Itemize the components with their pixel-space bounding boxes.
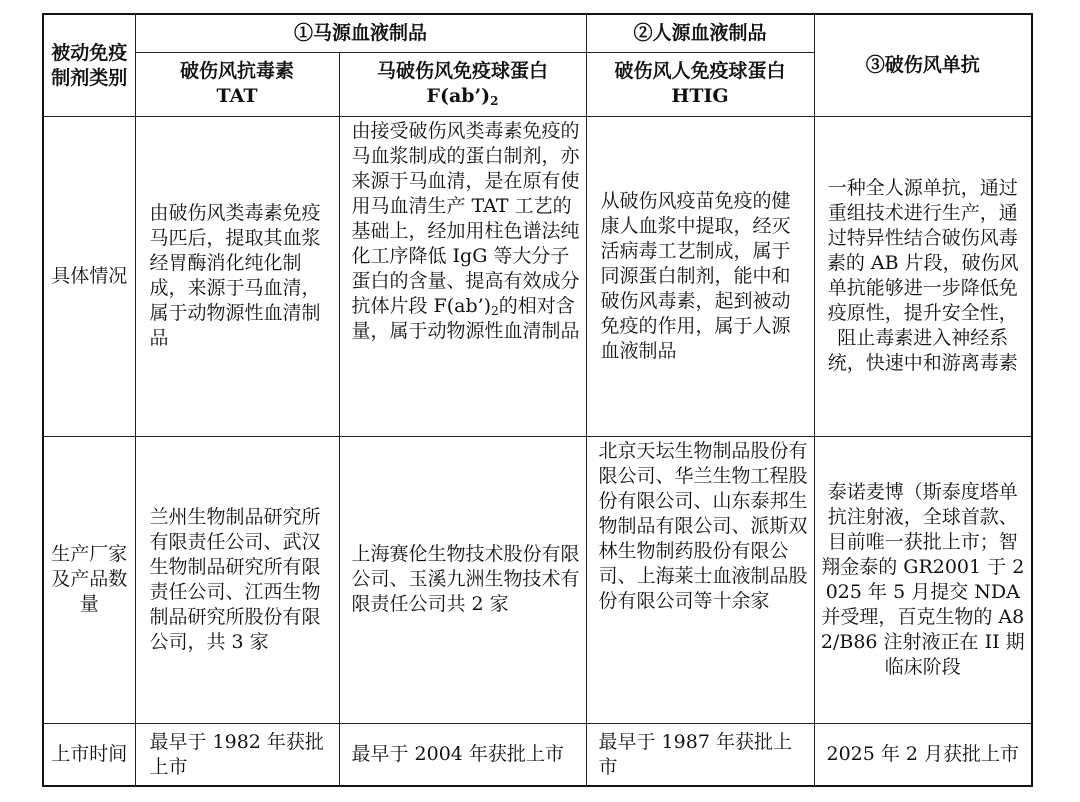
launch-mab: 2025 年 2 月获批上市 — [814, 724, 1032, 786]
category-header: 被动免疫制剂类别 — [43, 14, 135, 117]
details-htig: 从破伤风疫苗免疫的健康人血浆中提取，经灭活病毒工艺制成，属于同源蛋白制剂，能中和破伤风毒素，起到被动免疫的作用，属于人源血液制品 — [586, 117, 814, 437]
col-fab-header — [339, 52, 586, 116]
row-launch — [43, 724, 1032, 786]
col-tat-abbr: TAT — [216, 85, 258, 108]
col-fab-name: 马破伤风免疫球蛋白 — [377, 60, 549, 83]
row-launch-label: 上市时间 — [43, 724, 135, 786]
col-htig-abbr: HTIG — [671, 85, 729, 108]
details-fab-text-1: 由接受破伤风类毒素免疫的马血浆制成的蛋白制剂，亦来源于马血清，是在原有使用马血清生产 TAT 工艺的基础上，经加用柱色谱法纯化工序降低 IgG 等大分子蛋白的含量、提高有效成分抗体片段 F(ab’) — [351, 120, 580, 318]
group-human-header: ②人源血液制品 — [586, 14, 814, 52]
makers-fab: 上海赛伦生物技术股份有限公司、玉溪九洲生物技术有限责任公司共 2 家 — [339, 436, 586, 723]
header-row-groups — [43, 14, 1032, 52]
makers-tat: 兰州生物制品研究所有限责任公司、武汉生物制品研究所有限责任公司、江西生物制品研究所股份有限公司，共 3 家 — [135, 436, 339, 723]
table-wrapper — [42, 13, 1033, 787]
launch-tat: 最早于 1982 年获批上市 — [135, 724, 339, 786]
group-horse-header: ①马源血液制品 — [135, 14, 586, 52]
launch-htig: 最早于 1987 年获批上市 — [586, 724, 814, 786]
details-tat: 由破伤风类毒素免疫马匹后，提取其血浆经胃酶消化纯化制成，来源于马血清，属于动物源性血清制品 — [135, 117, 339, 437]
makers-mab: 泰诺麦博（斯泰度塔单抗注射液，全球首款、目前唯一获批上市；智翔金泰的 GR2001 于 2025 年 5 月提交 NDA 并受理，百克生物的 A82/B86 注射液正在 II 期临床阶段 — [814, 436, 1032, 723]
col-fab-abbr-main: F(ab’) — [426, 85, 491, 108]
row-makers-label: 生产厂家及产品数量 — [43, 436, 135, 723]
col-fab-abbr — [346, 84, 580, 109]
col-fab-abbr-sub: 2 — [490, 94, 499, 109]
col-htig-name: 破伤风人免疫球蛋白 — [614, 60, 786, 83]
launch-fab: 最早于 2004 年获批上市 — [339, 724, 586, 786]
details-fab-sub: 2 — [491, 304, 499, 319]
row-details-label: 具体情况 — [43, 117, 135, 437]
details-fab-text-2: 的相对含量，属于动物源性血清制品 — [351, 295, 580, 343]
col-tat-name: 破伤风抗毒素 — [179, 60, 294, 83]
col-tat-header — [135, 52, 339, 116]
group-mab-header: ③破伤风单抗 — [814, 14, 1032, 117]
makers-htig: 北京天坛生物制品股份有限公司、华兰生物工程股份有限公司、山东泰邦生物制品有限公司、派斯双林生物制药股份有限公司、上海莱士血液制品股份有限公司等十余家 — [586, 436, 814, 723]
details-mab: 一种全人源单抗，通过重组技术进行生产，通过特异性结合破伤风毒素的 AB 片段，破伤风单抗能够进一步降低免疫原性，提升安全性，阻止毒素进入神经系统，快速中和游离毒素 — [814, 117, 1032, 437]
col-htig-header — [586, 52, 814, 116]
comparison-table — [42, 13, 1033, 787]
details-fab — [339, 117, 586, 437]
row-details — [43, 117, 1032, 437]
row-makers — [43, 436, 1032, 723]
